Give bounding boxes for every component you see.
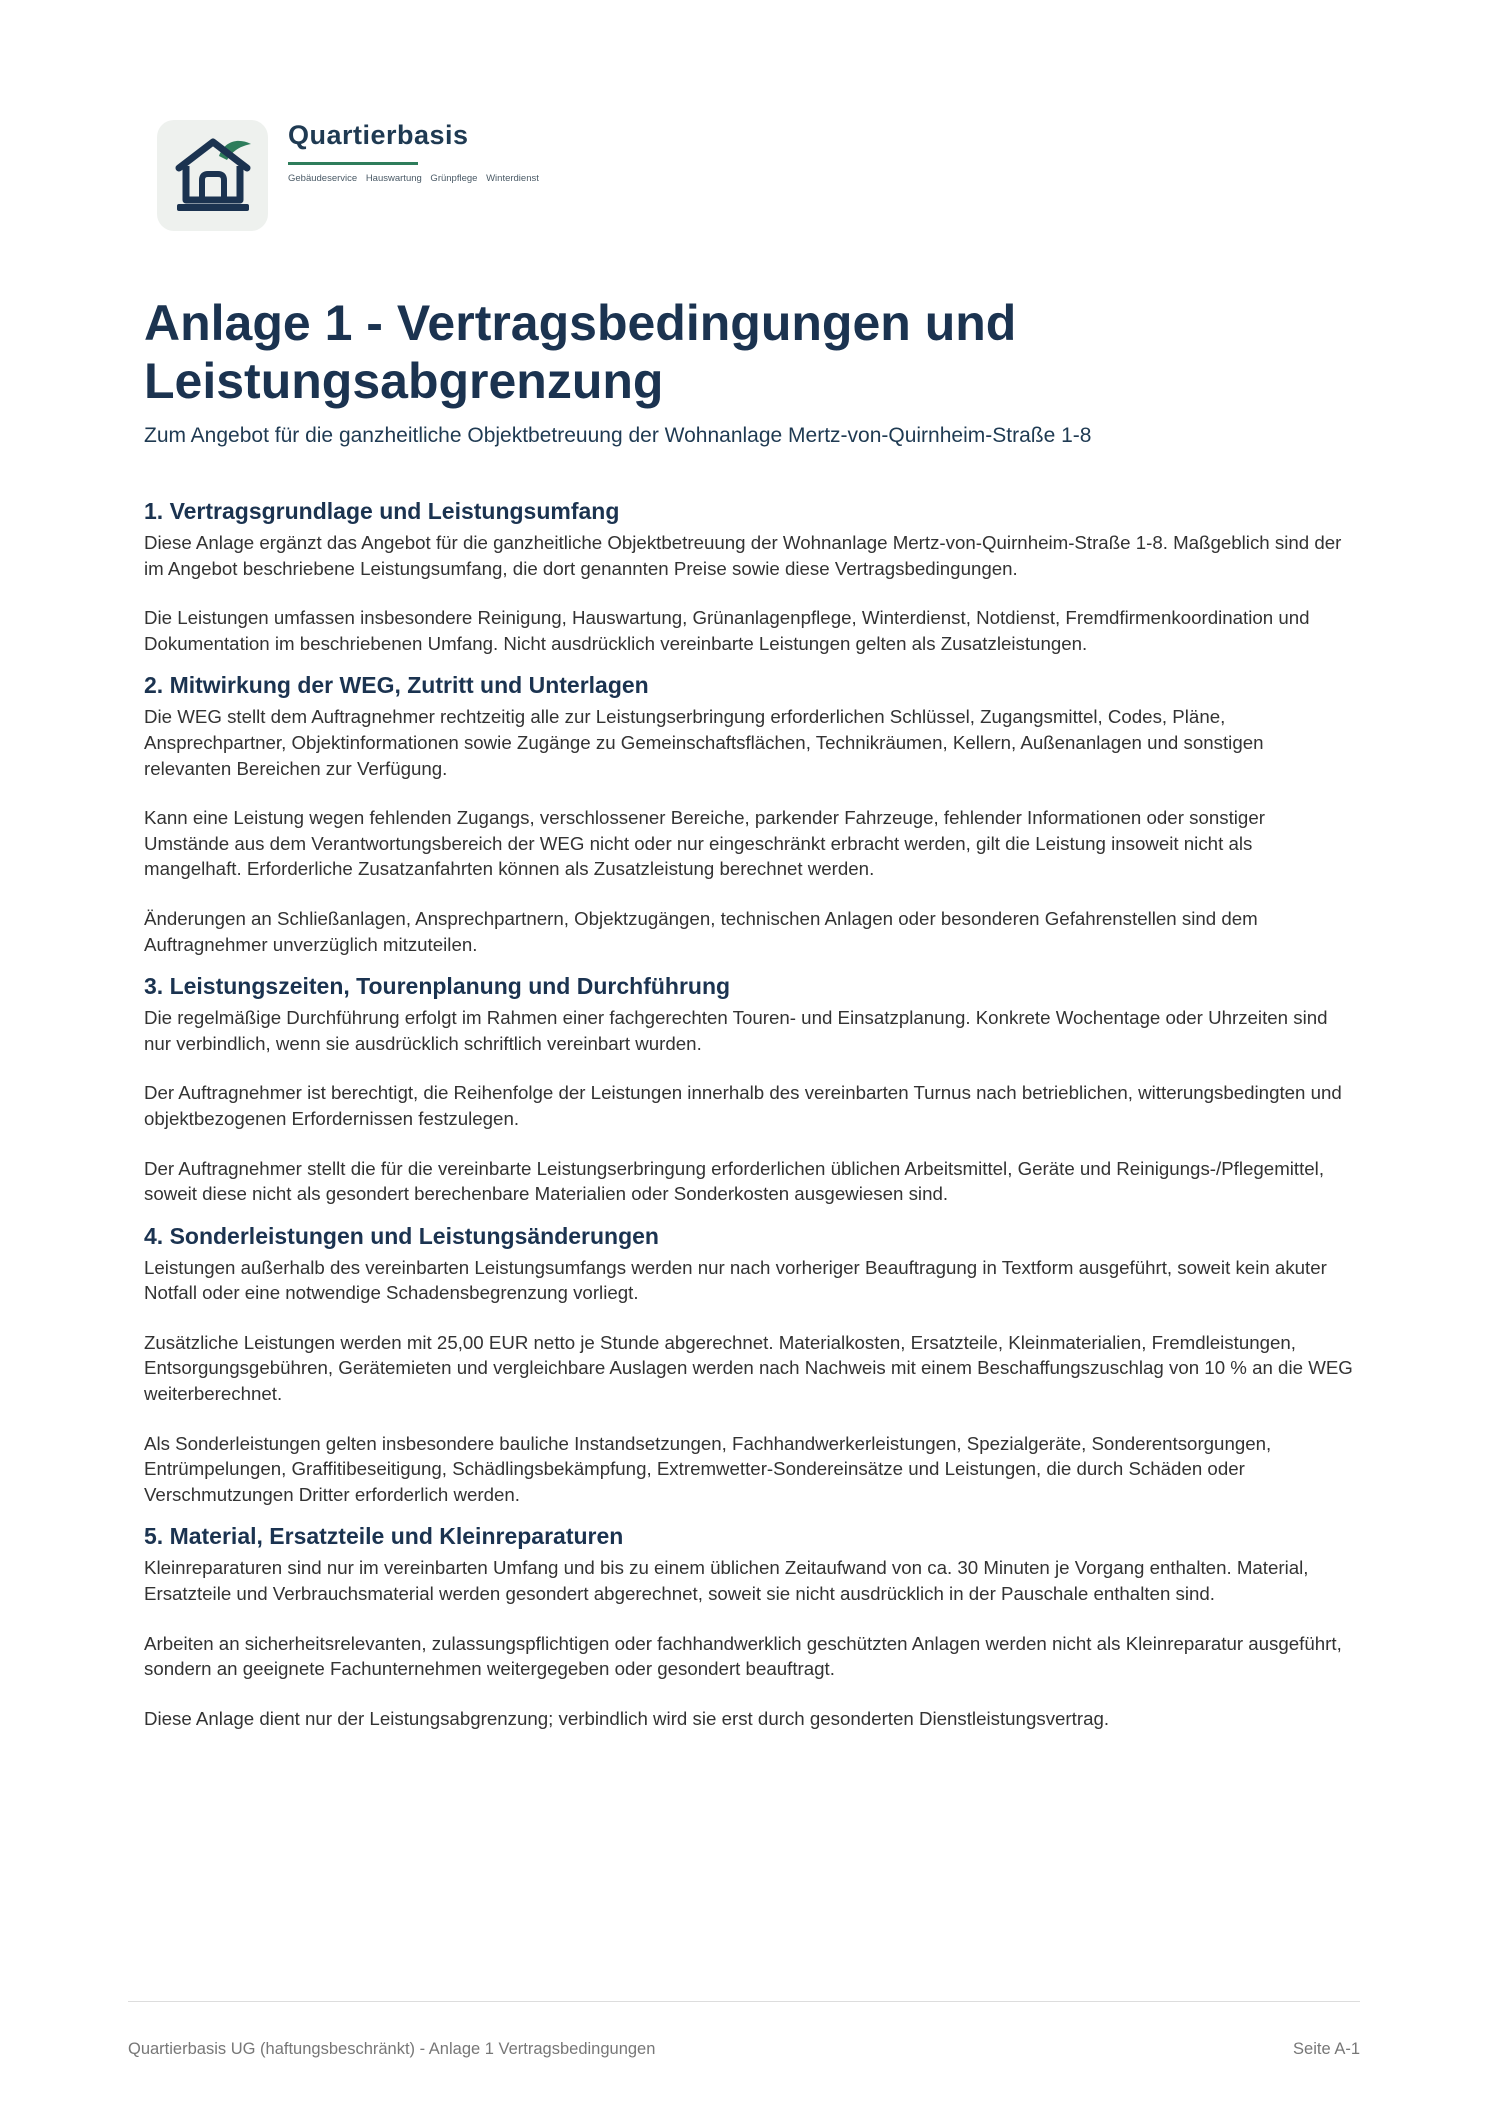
section-paragraph: Änderungen an Schließanlagen, Ansprechpartnern, Objektzugängen, technischen Anlagen oder besonderen Gefahrenstellen sind dem Auftragnehmer unverzüglich mitzuteilen. [144,907,1258,955]
section-heading: 1. Vertragsgrundlage und Leistungsumfang [144,498,620,524]
section-paragraph: Zusätzliche Leistungen werden mit 25,00 EUR netto je Stunde abgerechnet. Materialkosten, Ersatzteile, Kleinmaterialien, Fremdleistungen, Entsorgungsgebühren, Gerätemieten und vergleichbare Auslagen werden nach Nachweis mit einem Beschaffungszuschlag von 10 % an die WEG weiterberechnet. [144,1331,1353,1405]
section-heading: 3. Leistungszeiten, Tourenplanung und Durchführung [144,973,731,1000]
section-paragraph: Die WEG stellt dem Auftragnehmer rechtzeitig alle zur Leistungserbringung erforderlichen Schlüssel, Zugangsmittel, Codes, Pläne, Ansprechpartner, Objektinformationen sowie Zugänge zu Gemeinschaftsflächen, Technikräumen, Kellern, Außenanlagen und sonstigen relevanten Bereichen zur Verfügung. [144,706,1264,779]
section-paragraph: Die regelmäßige Durchführung erfolgt im Rahmen einer fachgerechten Touren- und Einsatzplanung. Konkrete Wochentage oder Uhrzeiten sind nur verbindlich, wenn sie ausdrücklich schriftlich vereinbart wurden. [144,1007,1328,1054]
section-paragraph: Diese Anlage dient nur der Leistungsabgrenzung; verbindlich wird sie erst durch gesonderten Dienstleistungsvertrag. [144,1707,1110,1729]
section-3 [144,971,1354,1207]
section-paragraph: Der Auftragnehmer stellt die für die vereinbarte Leistungserbringung erforderlichen üblichen Arbeitsmittel, Geräte und Reinigungs-/Pflegemittel, soweit diese nicht als gesondert berechenbare Materialien oder Sonderkosten ausgewiesen sind. [144,1157,1325,1205]
section-5 [144,1521,1354,1731]
brand-tagline: Gebäudeservice Hauswartung Grünpflege Winterdienst [288,173,539,184]
brand-name: Quartierbasis [288,120,469,150]
section-2 [144,670,1354,957]
logo [157,120,268,231]
brand-divider [288,162,418,165]
section-heading: 4. Sonderleistungen und Leistungsänderungen [144,1222,659,1249]
page-title: Anlage 1 - Vertragsbedingungen und Leistungsabgrenzung [144,295,1017,409]
section-heading: 5. Material, Ersatzteile und Kleinreparaturen [144,1523,624,1550]
section-paragraph: Arbeiten an sicherheitsrelevanten, zulassungspflichtigen oder fachhandwerklich geschützten Anlagen werden nicht als Kleinreparatur ausgeführt, sondern an geeignete Fachunternehmen weitergegeben oder gesondert beauftragt. [144,1632,1342,1680]
section-paragraph: Der Auftragnehmer ist berechtigt, die Reihenfolge der Leistungen innerhalb des vereinbarten Turnus nach betrieblichen, witterungsbedingten und objektbezogenen Erfordernissen festzulegen. [144,1082,1342,1129]
section-paragraph: Diese Anlage ergänzt das Angebot für die ganzheitliche Objektbetreuung der Wohnanlage Mertz-von-Quirnheim-Straße 1-8. Maßgeblich sind der im Angebot beschriebene Leistungsumfang, die dort genannten Preise sowie diese Vertragsbedingungen. [144,532,1342,579]
section-paragraph: Leistungen außerhalb des vereinbarten Leistungsumfangs werden nur nach vorheriger Beauftragung in Textform ausgeführt, soweit kein akuter Notfall oder eine notwendige Schadensbegrenzung vorliegt. [144,1256,1327,1304]
section-paragraph: Als Sonderleistungen gelten insbesondere bauliche Instandsetzungen, Fachhandwerkerleistungen, Spezialgeräte, Sonderentsorgungen, Entrümpelungen, Graffitibeseitigung, Schädlingsbekämpfung, Extremwetter-Sondereinsätze und Leistungen, die durch Schäden oder Verschmutzungen Dritter erforderlich werden. [144,1432,1272,1505]
document-body [144,496,1354,1745]
section-paragraph: Die Leistungen umfassen insbesondere Reinigung, Hauswartung, Grünanlagenpflege, Winterdienst, Notdienst, Fremdfirmenkoordination und Dokumentation im beschriebenen Umfang. Nicht ausdrücklich vereinbarte Leistungen gelten als Zusatzleistungen. [144,607,1310,654]
section-heading: 2. Mitwirkung der WEG, Zutritt und Unterlagen [144,672,649,699]
section-paragraph: Kleinreparaturen sind nur im vereinbarten Umfang und bis zu einem üblichen Zeitaufwand von ca. 30 Minuten je Vorgang enthalten. Material, Ersatzteile und Verbrauchsmaterial werden gesondert abgerechnet, soweit sie nicht ausdrücklich in der Pauschale enthalten sind. [144,1557,1309,1605]
house-icon [173,134,253,216]
footer-company: Quartierbasis UG (haftungsbeschränkt) - Anlage 1 Vertragsbedingungen [128,2040,656,2058]
section-paragraph: Kann eine Leistung wegen fehlenden Zugangs, verschlossener Bereiche, parkender Fahrzeuge, fehlender Informationen oder sonstiger Umstände aus dem Verantwortungsbereich der WEG nicht oder nur eingeschränkt erbracht werden, gilt die Leistung insoweit nicht als mangelhaft. Erforderliche Zusatzanfahrten können als Zusatzleistung berechnet werden. [144,807,1265,880]
letterhead [157,120,577,232]
footer-divider [128,2001,1360,2002]
section-1 [144,496,1354,656]
page-number: Seite A-1 [1293,2040,1360,2058]
page-subtitle: Zum Angebot für die ganzheitliche Objektbetreuung der Wohnanlage Mertz-von-Quirnheim-Straße 1-8 [144,424,1092,447]
section-4 [144,1221,1354,1508]
